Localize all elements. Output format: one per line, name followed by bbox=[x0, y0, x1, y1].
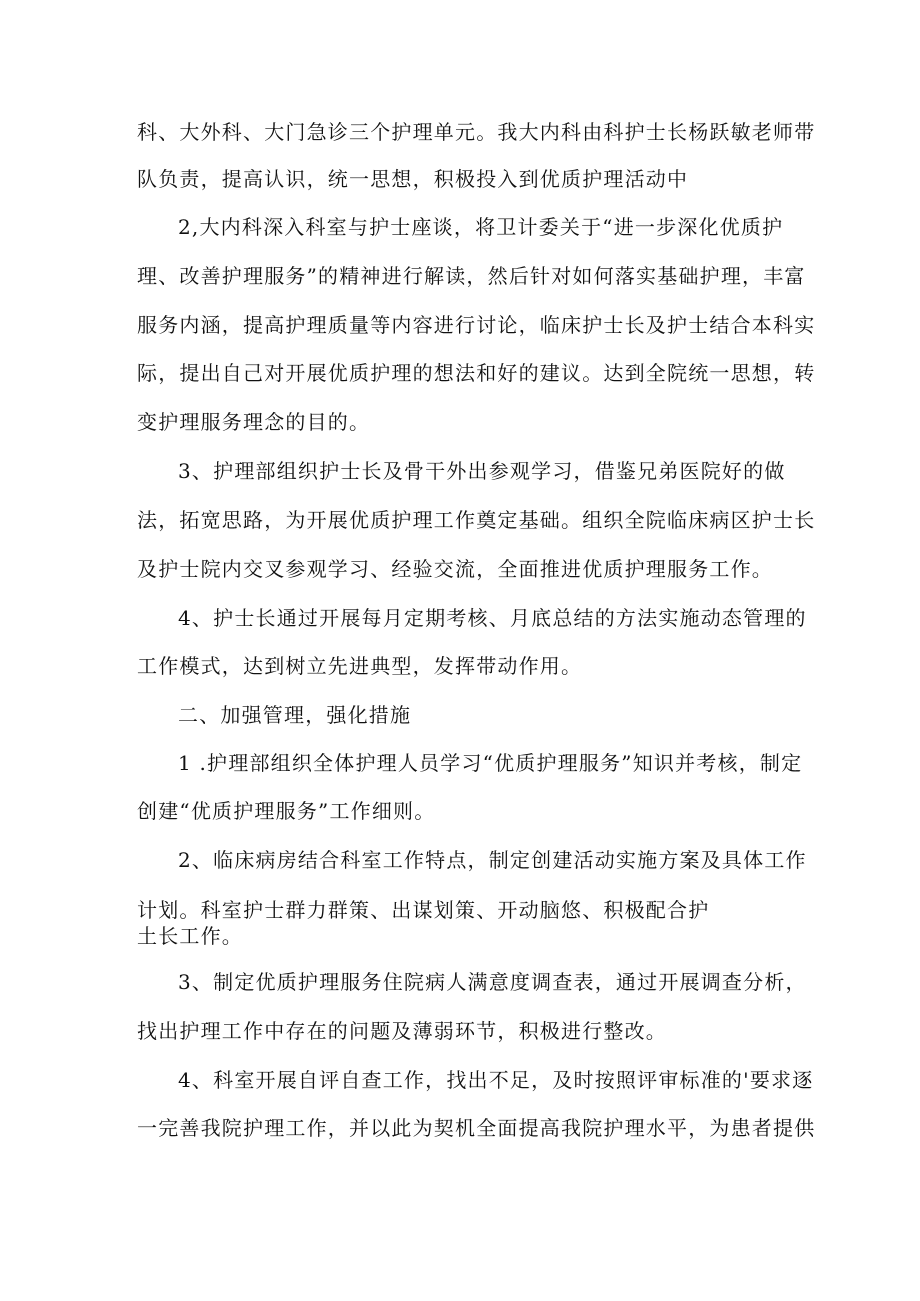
text-line: 法，拓宽思路，为开展优质护理工作奠定基础。组织全院临床病区护士长 bbox=[137, 508, 816, 532]
text-line: 一完善我院护理工作，并以此为契机全面提高我院护理水平，为患者提供 bbox=[137, 1116, 816, 1140]
text-line: 工作模式，达到树立先进典型，发挥带动作用。 bbox=[137, 654, 583, 678]
paragraph-start: 2、临床病房结合科室工作特点，制定创建活动实施方案及具体工作 bbox=[178, 848, 807, 872]
paragraph-start: 3、制定优质护理服务住院病人满意度调查表，通过开展调查分析， bbox=[178, 970, 807, 994]
paragraph-start: 3、护理部组织护士长及骨干外出参观学习，借鉴兄弟医院好的做 bbox=[178, 459, 786, 483]
text-line: 变护理服务理念的目的。 bbox=[137, 410, 371, 434]
section-heading: 二、加强管理，强化措施 bbox=[178, 703, 412, 727]
text-line: 土长工作。 bbox=[137, 924, 243, 948]
text-line: 找出护理工作中存在的问题及薄弱环节，积极进行整改。 bbox=[137, 1019, 667, 1043]
text-line: 际，提出自己对开展优质护理的想法和好的建议。达到全院统一思想，转 bbox=[137, 361, 816, 385]
paragraph-start: 4、科室开展自评自查工作，找出不足，及时按照评审标准的'要求逐 bbox=[178, 1068, 814, 1092]
text-line: 及护士院内交叉参观学习、经验交流，全面推进优质护理服务工作。 bbox=[137, 557, 773, 581]
text-line: 服务内涵，提高护理质量等内容进行讨论，临床护士长及护士结合本科实 bbox=[137, 313, 816, 337]
paragraph-start: 1 .护理部组织全体护理人员学习“优质护理服务”知识并考核，制定 bbox=[178, 751, 803, 775]
paragraph-start: 2,大内科深入科室与护士座谈，将卫计委关于“进一步深化优质护 bbox=[178, 215, 784, 239]
text-line: 理、改善护理服务”的精神进行解读，然后针对如何落实基础护理，丰富 bbox=[137, 264, 806, 288]
text-line: 创建“优质护理服务”工作细则。 bbox=[137, 799, 436, 823]
text-line: 计划。科室护士群力群策、出谋划策、开动脑悠、积极配合护 bbox=[137, 898, 710, 922]
text-line: 队负责，提高认识，统一思想，积极投入到优质护理活动中 bbox=[137, 167, 689, 191]
text-line: 科、大外科、大门急诊三个护理单元。我大内科由科护士长杨跃敏老师带 bbox=[137, 120, 816, 144]
paragraph-start: 4、护士长通过开展每月定期考核、月底总结的方法实施动态管理的 bbox=[178, 606, 807, 630]
